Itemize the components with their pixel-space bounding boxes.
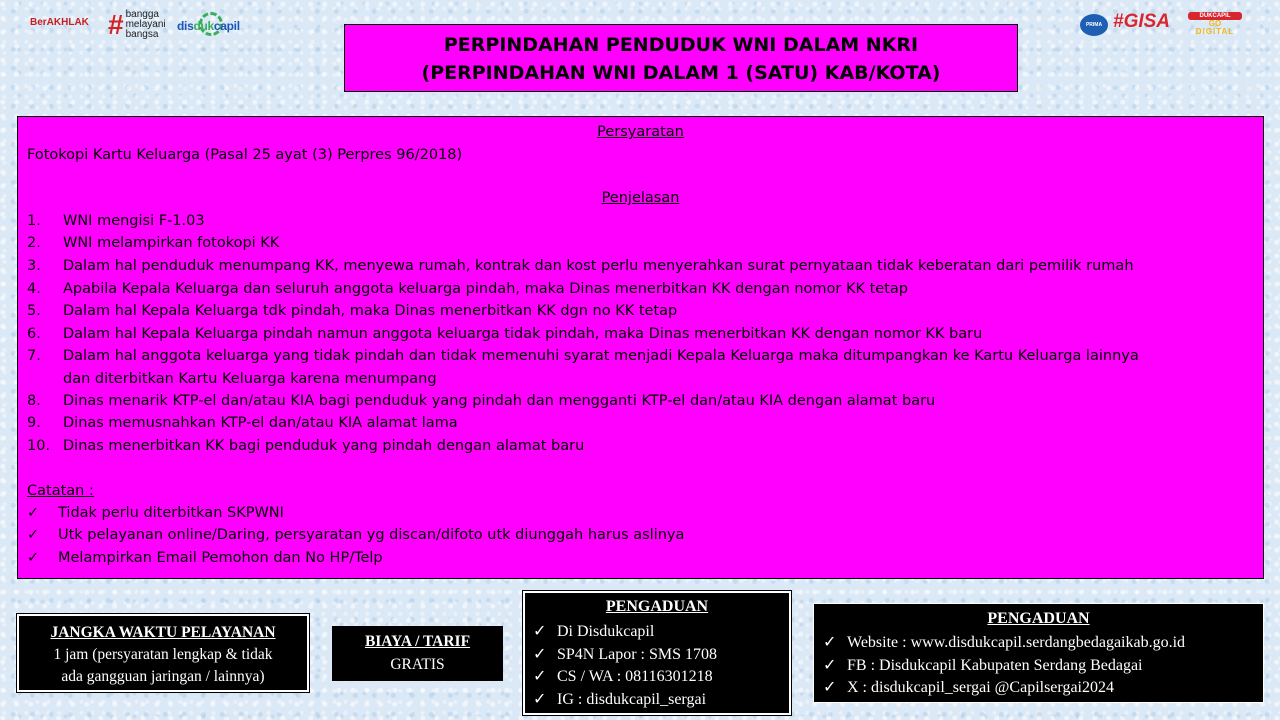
check-icon: ✓ — [27, 550, 40, 566]
list-item-number: 5. — [27, 303, 41, 319]
list-item: ✓ FB : Disdukcapil Kabupaten Serdang Bedagai — [823, 657, 1143, 674]
dukcapil-go-digital-logo: DUKCAPIL GO DIGITAL — [1188, 12, 1242, 36]
persyaratan-text: Fotokopi Kartu Keluarga (Pasal 25 ayat (3) Perpres 96/2018) — [27, 147, 463, 163]
list-item: Dalam hal penduduk menumpang KK, menyewa rumah, kontrak dan kost perlu menyerahkan surat pernyataan tidak keberatan dari pemilik rumah — [63, 258, 1134, 274]
pengaduan-heading: PENGADUAN — [605, 598, 709, 615]
list-item-number: 8. — [27, 393, 41, 409]
list-item: Dalam hal Kepala Keluarga pindah namun anggota keluarga tidak pindah, maka Dinas menerbitkan KK dengan nomor KK baru — [63, 326, 983, 342]
list-item: Dinas memusnahkan KTP-el dan/atau KIA alamat lama — [63, 415, 458, 431]
catatan-heading: Catatan : — [27, 483, 94, 499]
list-item-number: 3. — [27, 258, 41, 274]
disdukcapil-logo: disdukcapil — [177, 12, 271, 38]
pengaduan-box-1 — [523, 591, 791, 715]
list-item: WNI melampirkan fotokopi KK — [63, 235, 280, 251]
check-icon: ✓ — [823, 679, 837, 696]
biaya-box — [332, 626, 503, 681]
list-item: Tidak perlu diterbitkan SKPWNI — [58, 505, 284, 521]
page-title — [344, 24, 1018, 92]
jangka-waktu-line-1: 1 jam (persyaratan lengkap & tidak — [53, 646, 273, 663]
bangga-melayani-bangsa-logo: # bangga melayani bangsa — [108, 9, 166, 40]
list-item-continuation: dan diterbitkan Kartu Keluarga karena menumpang — [63, 371, 437, 387]
content-panel — [17, 116, 1264, 579]
title-line-1: PERPINDAHAN PENDUDUK WNI DALAM NKRI — [443, 34, 919, 56]
hash-icon: # — [108, 9, 124, 40]
list-item: WNI mengisi F-1.03 — [63, 213, 205, 229]
list-item: Melampirkan Email Pemohon dan No HP/Telp — [58, 550, 383, 566]
pengaduan-heading: PENGADUAN — [987, 610, 1090, 627]
penjelasan-heading: Penjelasan — [601, 190, 680, 206]
jangka-waktu-heading: JANGKA WAKTU PELAYANAN — [50, 624, 276, 641]
list-item-number: 1. — [27, 213, 41, 229]
list-item-number: 10. — [27, 438, 51, 454]
list-item-number: 6. — [27, 326, 41, 342]
list-item: ✓ SP4N Lapor : SMS 1708 — [533, 646, 718, 663]
dukcapil-prima-logo: PRIMA — [1080, 14, 1108, 36]
list-item: Utk pelayanan online/Daring, persyaratan yg discan/difoto utk diunggah harus aslinya — [58, 527, 685, 543]
list-item-number: 4. — [27, 281, 41, 297]
list-item: Dinas menarik KTP-el dan/atau KIA bagi penduduk yang pindah dan mengganti KTP-el dan/atau KIA dengan alamat baru — [63, 393, 936, 409]
list-item-number: 9. — [27, 415, 41, 431]
biaya-value: GRATIS — [390, 656, 445, 673]
check-icon: ✓ — [823, 657, 837, 674]
jangka-waktu-box — [17, 614, 309, 692]
check-icon: ✓ — [27, 505, 40, 521]
check-icon: ✓ — [823, 634, 837, 651]
gisa-logo: #GISA — [1113, 11, 1171, 32]
check-icon: ✓ — [533, 691, 547, 708]
persyaratan-heading: Persyaratan — [597, 124, 684, 140]
list-item: Dinas menerbitkan KK bagi penduduk yang pindah dengan alamat baru — [63, 438, 585, 454]
jangka-waktu-line-2: ada gangguan jaringan / lainnya) — [61, 668, 265, 685]
check-icon: ✓ — [533, 646, 547, 663]
check-icon: ✓ — [27, 527, 40, 543]
check-icon: ✓ — [533, 623, 547, 640]
list-item: ✓ Di Disdukcapil — [533, 623, 655, 640]
berakhlak-logo-text: BerAKHLAK — [30, 17, 89, 28]
list-item: Dalam hal anggota keluarga yang tidak pindah dan tidak memenuhi syarat menjadi Kepala Keluarga maka ditumpangkan ke Kartu Keluarga lainnya — [63, 348, 1139, 364]
list-item: ✓ IG : disdukcapil_sergai — [533, 691, 707, 708]
pengaduan-box-2 — [813, 603, 1264, 703]
list-item: ✓ CS / WA : 08116301218 — [533, 668, 713, 685]
biaya-heading: BIAYA / TARIF — [364, 633, 471, 650]
check-icon: ✓ — [533, 668, 547, 685]
berakhlak-logo — [30, 17, 89, 28]
list-item-number: 7. — [27, 348, 41, 364]
list-item: Dalam hal Kepala Keluarga tdk pindah, maka Dinas menerbitkan KK dgn no KK tetap — [63, 303, 678, 319]
list-item: ✓ Website : www.disdukcapil.serdangbedagaikab.go.id — [823, 634, 1186, 651]
title-line-2: (PERPINDAHAN WNI DALAM 1 (SATU) KAB/KOTA) — [421, 62, 941, 84]
list-item-number: 2. — [27, 235, 41, 251]
list-item: Apabila Kepala Keluarga dan seluruh anggota keluarga pindah, maka Dinas menerbitkan KK dengan nomor KK tetap — [63, 281, 909, 297]
list-item: ✓ X : disdukcapil_sergai @Capilsergai2024 — [823, 679, 1114, 696]
